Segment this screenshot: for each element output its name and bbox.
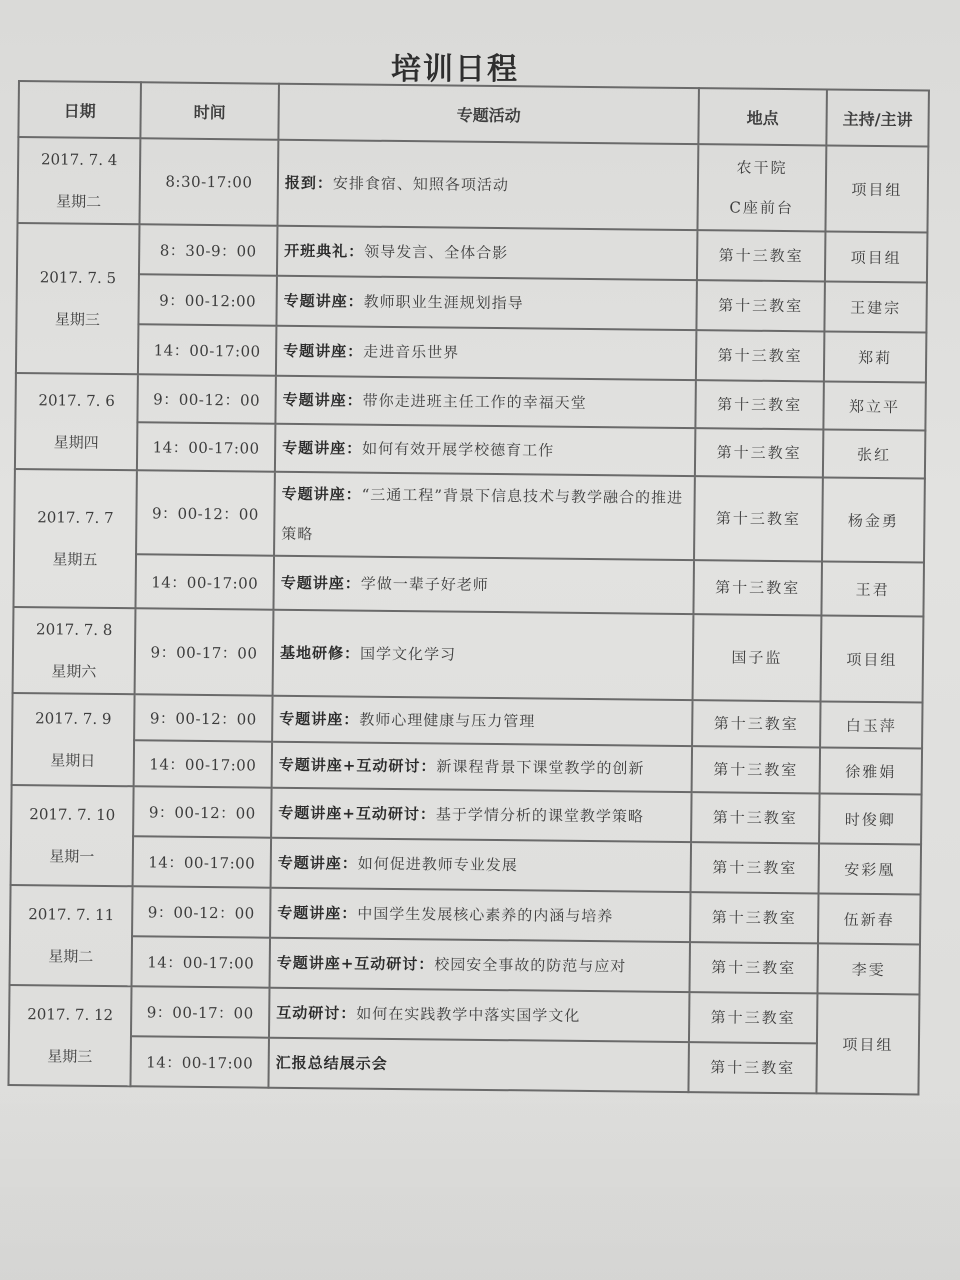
- time-cell: 9：00-12：00: [137, 374, 275, 423]
- activity-type: 基地研修：: [279, 643, 361, 663]
- date-text: 2017. 7. 10: [29, 805, 116, 825]
- host-cell: 项目组: [825, 231, 928, 282]
- activity-cell: [276, 326, 697, 380]
- activity-type: 专题讲座+互动研讨：: [278, 755, 437, 776]
- header-date: 日期: [18, 81, 141, 138]
- activity-content: 带你走进班主任工作的幸福天堂: [362, 391, 587, 412]
- host-cell: 徐雅娟: [820, 747, 922, 794]
- activity-content: “三通工程”背景下信息技术与教学融合的推进策略: [281, 485, 684, 544]
- activity-type: 专题讲座+互动研讨：: [278, 803, 437, 824]
- host-cell: 李雯: [817, 943, 920, 994]
- activity-cell: [274, 472, 695, 560]
- time-cell: 9：00-17：00: [131, 986, 270, 1037]
- table-row: [13, 553, 924, 617]
- location-cell: 第十三教室: [689, 942, 818, 993]
- activity-content: 国学文化学习: [359, 644, 457, 664]
- date-text: 2017. 7. 12: [27, 1005, 114, 1025]
- activity-content: 如何有效开展学校德育工作: [362, 439, 555, 460]
- date-cell: [18, 137, 141, 224]
- activity-type: 报到：: [284, 173, 334, 193]
- activity-type: 专题讲座：: [283, 341, 364, 361]
- date-cell: [12, 693, 135, 786]
- location-cell: 第十三教室: [691, 842, 820, 893]
- weekday-text: 星期一: [49, 847, 95, 866]
- paper-shadow: [0, 1090, 960, 1280]
- activity-cell: [272, 696, 692, 746]
- location-cell: 第十三教室: [694, 476, 823, 561]
- activity-cell: [275, 424, 695, 476]
- location-cell: 第十三教室: [696, 280, 825, 331]
- activity-type: 专题讲座：: [277, 903, 358, 923]
- time-cell: 9：00-12:00: [138, 274, 277, 325]
- page-title: 培训日程: [391, 52, 519, 87]
- activity-content: 领导发言、全体合影: [364, 242, 509, 263]
- time-cell: 14：00-17:00: [137, 422, 275, 471]
- host-cell: 王建宗: [824, 281, 927, 332]
- table-row: [18, 137, 929, 233]
- activity-cell: [271, 788, 692, 842]
- date-text: 2017. 7. 8: [35, 620, 113, 640]
- activity-content: 基于学情分析的课堂教学策略: [435, 805, 645, 826]
- activity-cell: [273, 610, 694, 700]
- host-cell: 张红: [823, 429, 925, 478]
- weekday-text: 星期六: [51, 662, 97, 681]
- activity-type: 专题讲座：: [279, 709, 360, 729]
- location-cell: 国子监: [693, 614, 822, 701]
- activity-cell: [270, 888, 691, 942]
- activity-type: 专题讲座：: [282, 438, 363, 458]
- date-cell: [13, 469, 136, 608]
- header-location: 地点: [698, 88, 827, 145]
- activity-type: 专题讲座：: [283, 291, 364, 311]
- time-cell: 14：00-17:00: [132, 936, 271, 987]
- activity-content: 中国学生发展核心素养的内涵与培养: [357, 904, 614, 926]
- weekday-text: 星期三: [54, 310, 101, 329]
- date-text: 2017. 7. 7: [37, 508, 114, 528]
- location-cell: 第十三教室: [692, 700, 820, 747]
- activity-cell: [276, 276, 697, 330]
- weekday-text: 星期二: [48, 947, 94, 966]
- weekday-text: 星期日: [50, 751, 96, 770]
- time-cell: 14：00-17:00: [135, 554, 274, 609]
- weekday-text: 星期五: [52, 550, 98, 569]
- time-cell: 9：00-12：00: [136, 470, 275, 555]
- host-cell: 项目组: [816, 993, 919, 1094]
- activity-type: 专题讲座：: [282, 390, 363, 410]
- host-cell: 郑立平: [823, 381, 925, 430]
- activity-content: 安排食宿、知照各项活动: [332, 174, 510, 195]
- host-cell: 项目组: [825, 145, 928, 232]
- weekday-text: 星期二: [56, 192, 102, 211]
- location-cell: 第十三教室: [690, 892, 819, 943]
- activity-cell: [271, 838, 692, 892]
- weekday-text: 星期三: [47, 1047, 93, 1066]
- date-cell: [16, 223, 140, 374]
- location-cell: 第十三教室: [691, 792, 820, 843]
- location-cell: 第十三教室: [695, 428, 823, 477]
- activity-content: 教师职业生涯规划指导: [363, 292, 524, 313]
- activity-cell: [275, 376, 695, 428]
- date-cell: [13, 607, 136, 694]
- location-cell: [697, 144, 826, 231]
- time-cell: 8：30-9：00: [139, 224, 278, 275]
- date-text: 2017. 7. 6: [38, 391, 115, 411]
- location-cell: 第十三教室: [696, 330, 825, 381]
- activity-type: 专题讲座+互动研讨：: [276, 953, 435, 974]
- activity-content: 走进音乐世界: [363, 342, 460, 362]
- date-cell: [11, 785, 134, 886]
- activity-cell: [270, 938, 691, 992]
- activity-cell: [269, 988, 690, 1042]
- table-row: [13, 607, 924, 703]
- header-host: 主持/主讲: [826, 89, 929, 146]
- location-cell: 第十三教室: [692, 746, 820, 793]
- activity-content: 教师心理健康与压力管理: [359, 710, 536, 731]
- activity-cell: [268, 1038, 689, 1092]
- activity-content: 新课程背景下课堂教学的创新: [436, 757, 645, 778]
- activity-type: 互动研讨：: [276, 1003, 357, 1023]
- date-cell: [8, 985, 131, 1086]
- weekday-text: 星期四: [53, 433, 99, 452]
- date-cell: [10, 885, 133, 986]
- header-time: 时间: [140, 82, 279, 139]
- location-cell: 第十三教室: [697, 230, 826, 281]
- activity-cell: [277, 226, 698, 280]
- time-cell: 14：00-17:00: [138, 324, 277, 375]
- location-cell: 第十三教室: [689, 992, 818, 1043]
- activity-type: 专题讲座：: [280, 573, 361, 593]
- activity-content: 校园安全事故的防范与应对: [434, 955, 627, 976]
- activity-content: 如何在实践教学中落实国学文化: [356, 1004, 581, 1025]
- table-row: [8, 1035, 918, 1095]
- activity-type: 汇报总结展示会: [275, 1053, 388, 1073]
- location-line: 农干院: [736, 158, 788, 178]
- host-cell: 杨金勇: [822, 477, 925, 562]
- time-cell: 8:30-17:00: [139, 138, 278, 225]
- host-cell: 安彩凰: [819, 843, 922, 894]
- activity-type: 专题讲座：: [277, 853, 358, 873]
- activity-cell: [277, 140, 698, 230]
- date-cell: [15, 373, 138, 470]
- time-cell: 14：00-17:00: [133, 836, 272, 887]
- activity-type: 开班典礼：: [284, 241, 365, 261]
- location-cell: 第十三教室: [688, 1042, 817, 1093]
- host-cell: 项目组: [821, 615, 924, 702]
- location-cell: 第十三教室: [693, 560, 822, 615]
- activity-cell: [272, 742, 692, 792]
- schedule-table: [7, 80, 929, 1095]
- host-cell: 时俊卿: [819, 793, 922, 844]
- date-text: 2017. 7. 5: [39, 268, 117, 288]
- activity-cell: [273, 556, 694, 614]
- activity-content: 学做一辈子好老师: [360, 574, 489, 594]
- date-text: 2017. 7. 9: [35, 709, 112, 729]
- time-cell: 9：00-12：00: [132, 886, 271, 937]
- time-cell: 14：00-17:00: [130, 1036, 269, 1087]
- host-cell: 伍新春: [818, 893, 921, 944]
- time-cell: 9：00-12：00: [133, 786, 272, 837]
- time-cell: 9：00-17：00: [135, 608, 274, 695]
- location-cell: 第十三教室: [695, 380, 823, 429]
- header-activity: 专题活动: [278, 84, 699, 144]
- date-text: 2017. 7. 4: [40, 150, 118, 170]
- date-text: 2017. 7. 11: [28, 905, 115, 925]
- location-line: C座前台: [729, 198, 795, 218]
- time-cell: 9：00-12：00: [134, 694, 272, 741]
- table-header-row: [18, 81, 929, 147]
- activity-content: 如何促进教师专业发展: [357, 854, 518, 875]
- time-cell: 14：00-17:00: [134, 740, 272, 787]
- host-cell: 郑莉: [824, 331, 927, 382]
- table-row: [14, 469, 925, 563]
- host-cell: 白玉萍: [820, 701, 922, 748]
- activity-type: 专题讲座：: [281, 484, 362, 504]
- host-cell: 王君: [821, 561, 924, 616]
